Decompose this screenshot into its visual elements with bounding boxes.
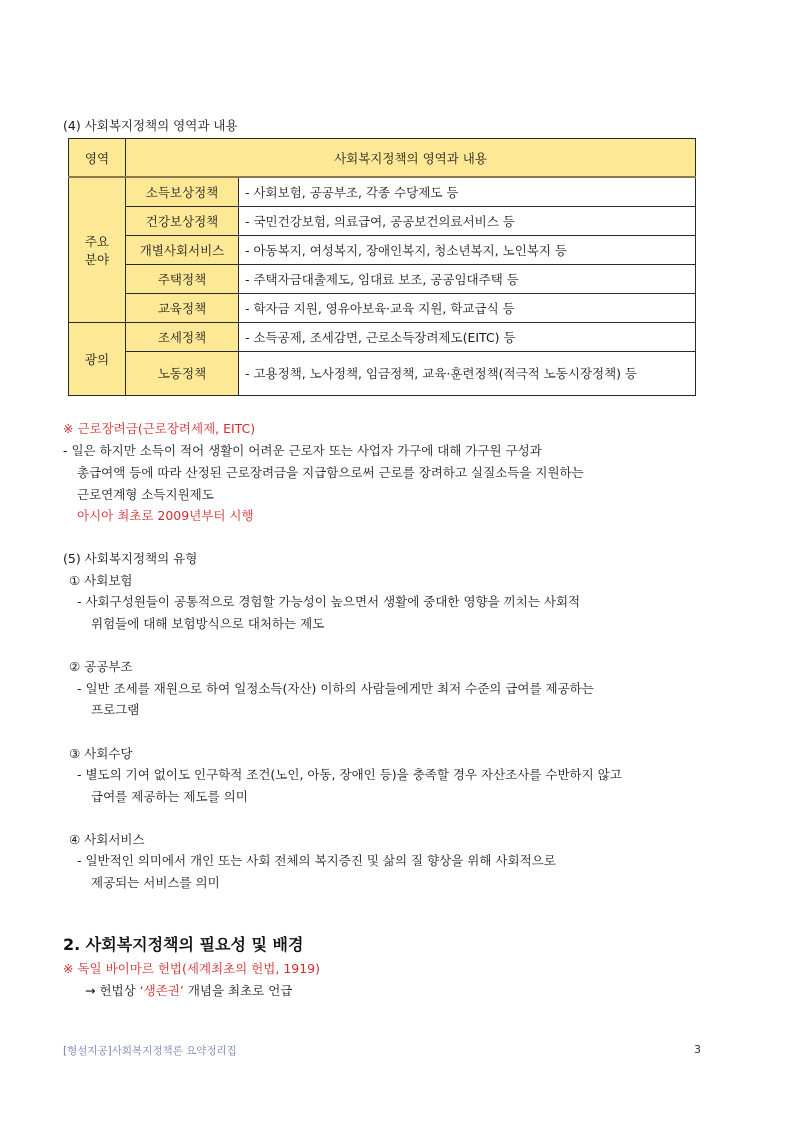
policy-name: 소득보상정책 [126,177,239,206]
policy-content: - 사회보험, 공공부조, 각종 수당제도 등 [239,177,696,206]
type-desc-line: - 일반 조세를 재원으로 하여 일정소득(자산) 이하의 사람들에게만 최저 수준의 급여를 제공하는 [77,681,594,696]
type-desc-line: 프로그램 [91,702,140,717]
eitc-note-line: 근로연계형 소득지원제도 [77,487,214,502]
group-label-line: 주요 [84,233,110,249]
policy-name: 건강보상정책 [126,206,239,235]
type-desc-line: - 일반적인 의미에서 개인 또는 사회 전체의 복지증진 및 삶의 질 향상을 위해 사회적으로 [77,853,556,868]
eitc-note-line: 총급여액 등에 따라 산정된 근로장려금을 지급함으로써 근로를 장려하고 실질소득을 지원하는 [77,465,584,480]
type-title: ① 사회보험 [69,573,133,588]
policy-areas-table [68,138,696,396]
header-content: 사회복지정책의 영역과 내용 [126,139,696,178]
group-label-main [69,177,126,322]
header-area: 영역 [69,139,126,178]
chapter-2-heading: 2. 사회복지정책의 필요성 및 배경 [63,935,304,954]
type-title: ② 공공부조 [69,659,133,674]
eitc-note-line: - 일은 하지만 소득이 적어 생활이 어려운 근로자 또는 사업자 가구에 대해 가구원 구성과 [63,443,542,458]
arrow-prefix: → 헌법상 [85,983,140,998]
table-row [69,264,696,293]
policy-content: - 주택자금대출제도, 임대료 보조, 공공임대주택 등 [239,264,696,293]
policy-content: - 소득공제, 조세감면, 근로소득장려제도(EITC) 등 [239,322,696,351]
policy-content: - 아동복지, 여성복지, 장애인복지, 청소년복지, 노인복지 등 [239,235,696,264]
type-desc-line: 급여를 제공하는 제도를 의미 [91,789,248,804]
survival-right-highlight: ‘생존권’ [139,983,184,998]
section-5-heading: (5) 사회복지정책의 유형 [63,551,198,566]
table-row [69,293,696,322]
section-4-heading: (4) 사회복지정책의 영역과 내용 [63,118,238,133]
policy-name: 노동정책 [126,351,239,395]
policy-name: 주택정책 [126,264,239,293]
table-row [69,177,696,206]
eitc-highlight: 아시아 최초로 2009년부터 시행 [77,508,254,523]
table-row [69,235,696,264]
policy-content: - 고용정책, 노사정책, 임금정책, 교육·훈련정책(적극적 노동시장정책) 등 [239,351,696,395]
table-row [69,206,696,235]
table-row [69,322,696,351]
type-title: ③ 사회수당 [69,746,133,761]
group-label-line: 분야 [84,251,110,267]
survival-right-line [85,983,292,999]
type-desc-line: 제공되는 서비스를 의미 [91,875,220,890]
arrow-suffix: 개념을 최초로 언급 [183,983,293,998]
policy-content: - 학자금 지원, 영유아보육·교육 지원, 학교급식 등 [239,293,696,322]
group-label-broad: 광의 [69,322,126,395]
table-header-row [69,139,696,178]
eitc-note-title: ※ 근로장려금(근로장려세제, EITC) [63,421,256,436]
page-number: 3 [694,1043,701,1056]
table-row [69,351,696,395]
type-title: ④ 사회서비스 [69,832,145,847]
policy-name: 교육정책 [126,293,239,322]
type-desc-line: - 별도의 기여 없이도 인구학적 조건(노인, 아동, 장애인 등)을 충족할 경우 자산조사를 수반하지 않고 [77,767,622,782]
type-desc-line: - 사회구성원들이 공통적으로 경험할 가능성이 높으면서 생활에 중대한 영향을 끼치는 사회적 [77,594,581,609]
type-desc-line: 위험들에 대해 보험방식으로 대처하는 제도 [91,616,325,631]
policy-content: - 국민건강보험, 의료급여, 공공보건의료서비스 등 [239,206,696,235]
footer-title: [형설지공]사회복지정책론 요약정리집 [63,1045,237,1057]
policy-name: 조세정책 [126,322,239,351]
policy-name: 개별사회서비스 [126,235,239,264]
weimar-note: ※ 독일 바이마르 헌법(세계최초의 헌법, 1919) [63,961,321,976]
